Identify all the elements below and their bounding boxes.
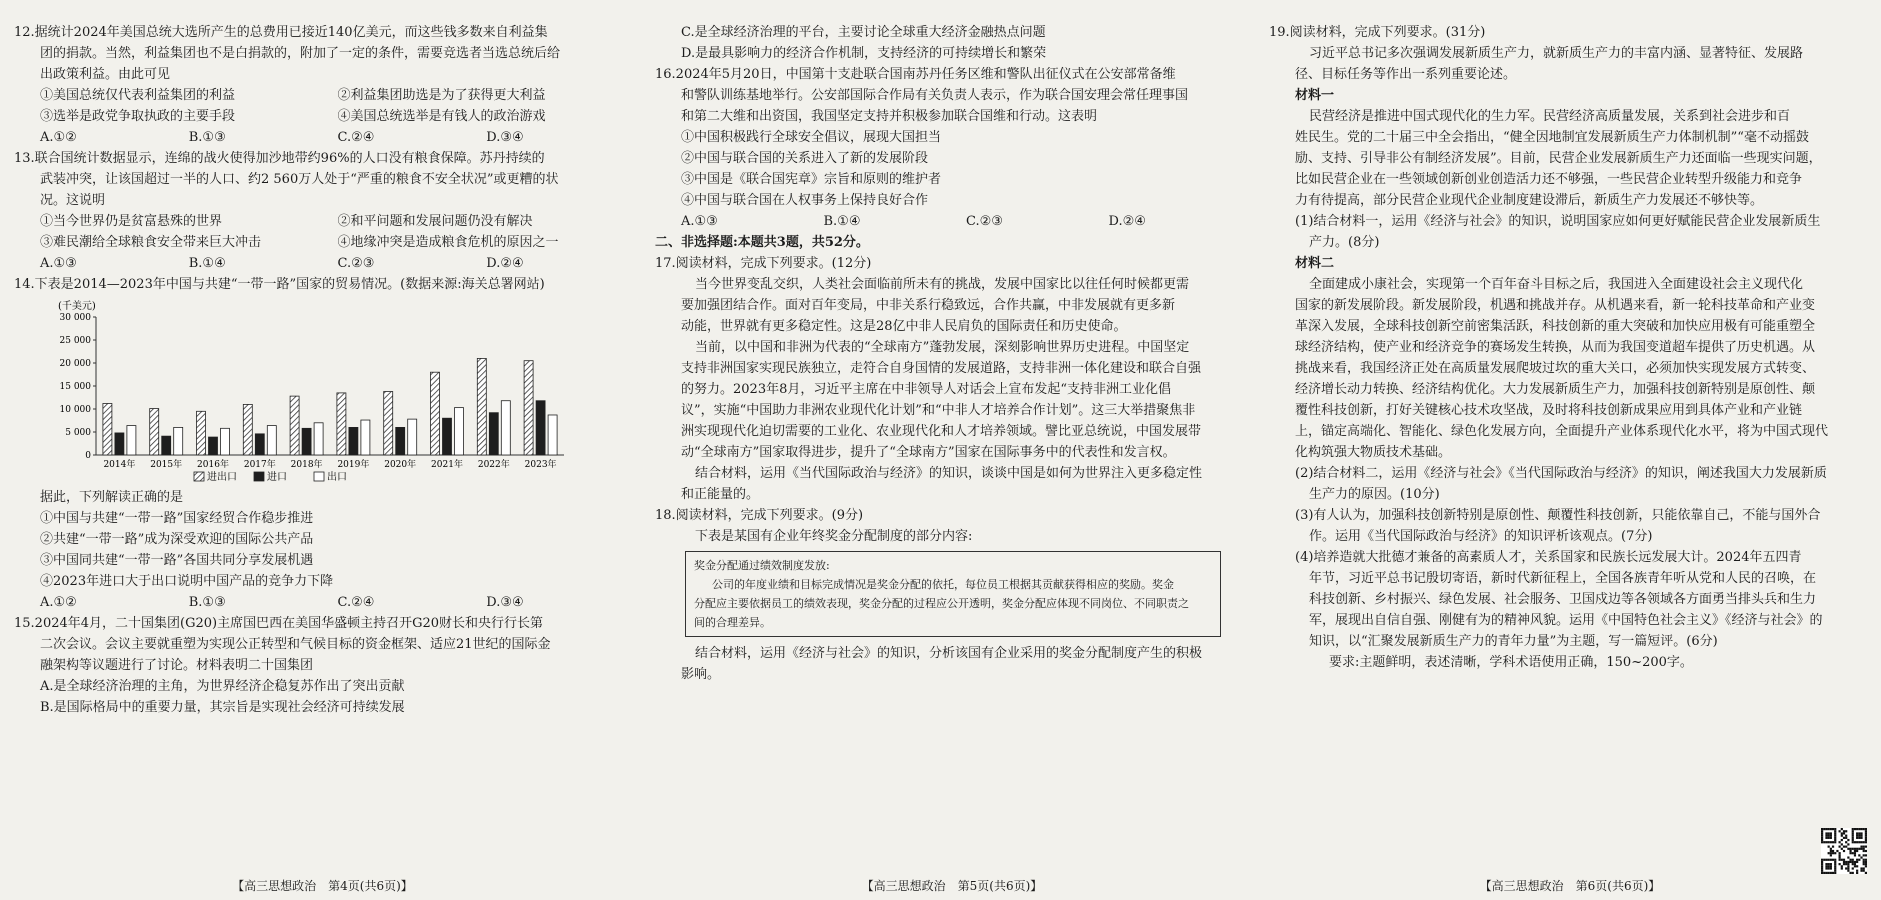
q17-para: 的努力。2023年8月，习近平主席在中非领导人对话会上宣布发起“支持非洲工业化倡 [681, 382, 1172, 397]
material-1-label: 材料一 [1295, 88, 1335, 103]
bar-进口 [536, 401, 545, 455]
sub-question-2: (2)结合材料二，运用《经济与社会》《当代国际政治与经济》的知识，阐述我国大力发展新质 [1295, 466, 1827, 481]
material-2-line: 经济增长动力转换、经济结构优化。大力发展新质生产力，加强科技创新特别是原创性、颠 [1295, 382, 1816, 397]
bar-进口 [489, 413, 498, 455]
q16-line: 16.2024年5月20日，中国第十支赴联合国南苏丹任务区维和警队出征仪式在公安部常备维 [655, 67, 1176, 82]
q14-item: ④2023年进口大于出口说明中国产品的竞争力下降 [40, 574, 334, 589]
bar-进出口 [524, 361, 533, 455]
question-17 [655, 253, 1251, 505]
box-title: 奖金分配通过绩效制度发放: [694, 559, 830, 572]
q13-item: ③难民潮给全球粮食安全带来巨大冲击 [40, 235, 262, 250]
bar-进口 [115, 433, 124, 455]
material-1-line: 力有待提高，部分民营企业现代企业制度建设滞后，新质生产力发展还不够快等。 [1295, 193, 1764, 208]
bonus-policy-box [685, 551, 1221, 637]
y-tick-label: 5 000 [65, 428, 91, 438]
sub-question-3: (3)有人认为，加强科技创新特别是原创性、颠覆性科技创新，只能依靠自己，不能与国外合 [1295, 508, 1821, 523]
question-13 [14, 148, 635, 274]
q12-item: ③选举是政党争取执政的主要手段 [40, 109, 236, 124]
q16-item: ④中国与联合国在人权事务上保持良好合作 [681, 193, 929, 208]
x-tick-label: 2021年 [431, 460, 463, 470]
bar-进出口 [243, 404, 252, 455]
q16-line: 和第二大维和出资国，我国坚定支持并积极参加联合国维和行动。这表明 [681, 109, 1098, 124]
x-tick-label: 2014年 [103, 460, 136, 470]
q15-line: 15.2024年4月，二十国集团(G20)主席国巴西在美国华盛顿主持召开G20财长和央行行长第 [14, 616, 544, 631]
q12-option-d[interactable]: D.③④ [486, 130, 524, 145]
q18-title: 18.阅读材料，完成下列要求。(9分) [655, 508, 864, 523]
material-1-line: 民营经济是推进中国式现代化的生力军。民营经济高质量发展，关系到社会进步和百 [1309, 109, 1791, 124]
sub-question-4: 科技创新、乡村振兴、绿色发展、社会服务、卫国戍边等各领域各方面勇当排头兵和生力 [1309, 592, 1817, 607]
q17-para: 洲实现现代化迫切需要的工业化、农业现代化和人才培养领域。譬比亚总统说，中国发展带 [681, 424, 1202, 439]
bar-进出口 [103, 403, 112, 455]
question-18 [655, 505, 1251, 685]
bar-进出口 [431, 372, 440, 455]
q18-requirement: 结合材料，运用《经济与社会》的知识，分析该国有企业采用的奖金分配制度产生的积极 [695, 646, 1203, 661]
q16-option-d[interactable]: D.②④ [1108, 214, 1146, 229]
q15-option-c[interactable]: C.是全球经济治理的平台，主要讨论全球重大经济金融热点问题 [681, 25, 1046, 40]
trade-bar-chart [44, 297, 584, 487]
material-2-line: 挑战来看，我国经济正处在高质量发展爬坡过坎的重大关口，必须加快实现发展方式转变、 [1295, 361, 1816, 376]
essay-requirement: 要求:主题鲜明，表述清晰，学科术语使用正确，150~200字。 [1329, 655, 1693, 670]
bar-进口 [209, 437, 218, 455]
q17-requirement: 和正能量的。 [681, 487, 760, 502]
q17-para: 当前，以中国和非洲为代表的“全球南方”蓬勃发展，深刻影响世界历史进程。中国坚定 [695, 340, 1190, 355]
legend-label: 进口 [267, 472, 287, 483]
q12-options [14, 127, 635, 148]
question-16 [655, 64, 1251, 232]
question-12 [14, 22, 635, 148]
material-1-line: 励、支持、引导非公有制经济发展”。目前，民营企业发展新质生产力还面临一些现实问题， [1295, 151, 1822, 166]
sub-question-4: 年节，习近平总书记殷切寄语，新时代新征程上，全国各族青年听从党和人民的召唤，在 [1309, 571, 1817, 586]
bar-出口 [361, 420, 370, 455]
page-footer: 【高三思想政治 第5页(共6页)】 [861, 879, 1043, 893]
q19-intro: 径、目标任务等作出一系列重要论述。 [1295, 67, 1517, 82]
sub-question-1: 产力。(8分) [1309, 235, 1380, 250]
q14-item: ①中国与共建“一带一路”国家经贸合作稳步推进 [40, 511, 314, 526]
bar-出口 [221, 428, 230, 455]
q12-option-b[interactable]: B.①③ [188, 130, 226, 145]
q13-item: ④地缘冲突是造成粮食危机的原因之一 [337, 235, 559, 250]
q12-line: 团的捐款。当然，利益集团也不是白捐款的，附加了一定的条件，需要竞选者当选总统后给 [40, 46, 561, 61]
bar-进口 [302, 428, 311, 455]
q13-option-d[interactable]: D.②④ [486, 256, 524, 271]
q12-item: ④美国总统选举是有钱人的政治游戏 [337, 109, 546, 124]
q17-para: 议”，实施“中国助力非洲农业现代化计划”和“中非人才培养合作计划”。这三大举措聚焦非 [681, 403, 1196, 418]
bar-出口 [501, 401, 510, 455]
bar-进出口 [477, 358, 486, 455]
q14-option-b[interactable]: B.①③ [188, 595, 226, 610]
q12-item: ①美国总统仅代表利益集团的利益 [40, 88, 236, 103]
legend-label: 出口 [327, 472, 347, 483]
q13-item: ①当今世界仍是贫富悬殊的世界 [40, 214, 223, 229]
bar-出口 [174, 427, 183, 455]
material-2-line: 国家的新发展阶段。新发展阶段，机遇和挑战并存。从机遇来看，新一轮科技革命和产业变 [1295, 298, 1816, 313]
bar-进口 [396, 427, 405, 455]
q14-item: ③中国同共建“一带一路”各国共同分享发展机遇 [40, 553, 314, 568]
q14-option-a[interactable]: A.①② [40, 595, 77, 610]
bar-出口 [408, 419, 417, 455]
question-15 [14, 613, 635, 718]
page-6 [1259, 0, 1881, 900]
q16-line: 和警队训练基地举行。公安部国际合作局有关负责人表示，作为联合国安理会常任理事国 [681, 88, 1189, 103]
q12-line: 出政策利益。由此可见 [40, 67, 171, 82]
bar-进口 [443, 418, 452, 455]
q13-items [14, 211, 635, 253]
q12-option-c[interactable]: C.②④ [337, 130, 375, 145]
y-tick-label: 15 000 [59, 382, 91, 392]
legend-swatch [254, 472, 264, 481]
trade-bar-chart-svg [44, 297, 584, 487]
sub-question-3: 作。运用《当代国际政治与经济》的知识评析该观点。(7分) [1309, 529, 1653, 544]
q12-item: ②利益集团助选是为了获得更大利益 [337, 88, 546, 103]
q16-option-c[interactable]: C.②③ [966, 214, 1003, 229]
sub-question-2: 生产力的原因。(10分) [1309, 487, 1440, 502]
bar-出口 [548, 415, 557, 455]
q17-para: 当今世界变乱交织，人类社会面临前所未有的挑战，发展中国家比以往任何时候都更需 [695, 277, 1190, 292]
y-tick-label: 10 000 [59, 405, 91, 415]
q17-para: 要加强团结合作。面对百年变局，中非关系行稳致远，合作共赢，中非发展就有更多新 [681, 298, 1176, 313]
q13-option-b[interactable]: B.①④ [188, 256, 226, 271]
q16-option-b[interactable]: B.①④ [823, 214, 861, 229]
material-1-line: 比如民营企业在一些领域创新创业创造活力还不够强，一些民营企业转型升级能力和竞争 [1295, 172, 1803, 187]
box-line: 间的合理差异。 [694, 616, 771, 629]
q15-option-a[interactable]: A.是全球经济治理的主角，为世界经济企稳复苏作出了突出贡献 [40, 679, 405, 694]
x-tick-label: 2018年 [290, 460, 323, 470]
page-4 [0, 0, 645, 900]
q17-title: 17.阅读材料，完成下列要求。(12分) [655, 256, 872, 271]
sub-question-4: 军，展现出自信自强、刚健有为的精神风貌。运用《中国特色社会主义》《经济与社会》的 [1309, 613, 1823, 628]
q17-requirement: 结合材料，运用《当代国际政治与经济》的知识，谈谈中国是如何为世界注入更多稳定性 [695, 466, 1203, 481]
x-tick-label: 2020年 [384, 460, 417, 470]
material-1-line: 姓民生。党的二十届三中全会指出，“健全因地制宜发展新质生产力体制机制”“毫不动摇鼓 [1295, 130, 1809, 145]
sub-question-1: (1)结合材料一，运用《经济与社会》的知识，说明国家应如何更好赋能民营企业发展新质生 [1295, 214, 1821, 229]
q17-para: 动“全球南方”国家取得进步，提升了“全球南方”国家在国际事务中的代表性和发言权。 [681, 445, 1176, 460]
question-19 [1269, 22, 1871, 673]
q16-option-a[interactable]: A.①③ [681, 214, 718, 229]
q12-line: 12.据统计2024年美国总统大选所产生的总费用已接近140亿美元，而这些钱多数来自利益集 [14, 25, 548, 40]
q13-line: 武装冲突，让该国超过一半的人口、约2 560万人处于“严重的粮食不安全状况”或更糟的状 [40, 172, 559, 187]
q19-intro: 习近平总书记多次强调发展新质生产力，就新质生产力的丰富内涵、显著特征、发展路 [1309, 46, 1804, 61]
y-tick-label: 30 000 [59, 313, 91, 323]
material-2-line: 化构筑强大物质技术基础。 [1295, 445, 1452, 460]
y-tick-label: 25 000 [59, 336, 91, 346]
x-tick-label: 2016年 [197, 460, 229, 470]
q13-item: ②和平问题和发展问题仍没有解决 [337, 214, 533, 229]
sub-question-4: (4)培养造就大批德才兼备的高素质人才，关系国家和民族长远发展大计。2024年五四青 [1295, 550, 1802, 565]
q15-line: 二次会议。会议主要就重塑为实现公正转型和气候目标的资金框架、适应21世纪的国际金 [40, 637, 551, 652]
q14-title: 14.下表是2014—2023年中国与共建“一带一路”国家的贸易情况。(数据来源:海关总署网站) [14, 277, 545, 292]
material-2-label: 材料二 [1295, 256, 1335, 271]
q18-requirement: 影响。 [681, 667, 721, 682]
q19-title: 19.阅读材料，完成下列要求。(31分) [1269, 25, 1486, 40]
bar-出口 [127, 426, 136, 455]
bar-出口 [267, 426, 276, 455]
box-line: 公司的年度业绩和目标完成情况是奖金分配的依托，每位员工根据其贡献获得相应的奖励。奖金 [712, 578, 1174, 591]
q16-item: ③中国是《联合国宪章》宗旨和原则的维护者 [681, 172, 942, 187]
bar-出口 [314, 423, 323, 455]
material-2-line: 上，锚定高端化、智能化、绿色化发展方向，全面提升产业体系现代化水平，将为中国式现代 [1295, 424, 1829, 439]
bar-出口 [455, 408, 464, 455]
q12-items [14, 85, 635, 127]
q14-options [14, 592, 635, 613]
q15-option-d[interactable]: D.是最具影响力的经济合作机制，支持经济的可持续增长和繁荣 [681, 46, 1047, 61]
section-heading: 二、非选择题:本题共3题，共52分。 [655, 235, 869, 250]
chart-unit-label: (千美元) [58, 301, 96, 312]
sub-question-4: 知识，以“汇聚发展新质生产力的青年力量”为主题，写一篇短评。(6分) [1309, 634, 1718, 649]
x-tick-label: 2015年 [150, 460, 183, 470]
x-tick-label: 2022年 [477, 460, 510, 470]
q15-option-b[interactable]: B.是国际格局中的重要力量，其宗旨是实现社会经济可持续发展 [40, 700, 405, 715]
qr-code-icon [1821, 828, 1867, 874]
q14-option-c[interactable]: C.②④ [337, 595, 375, 610]
q17-para: 动能，世界就有更多稳定性。这是28亿中非人民肩负的国际责任和历史使命。 [681, 319, 1127, 334]
bar-进口 [349, 427, 358, 455]
page-footer: 【高三思想政治 第6页(共6页)】 [1479, 879, 1661, 893]
material-2-line: 球经济结构，使产业和经济竞争的赛场发生转换，从而为我国变道超车提供了历史机遇。从 [1295, 340, 1816, 355]
material-2-line: 覆性科技创新，打好关键核心技术攻坚战，及时将科技创新成果应用到具体产业和产业链 [1295, 403, 1803, 418]
q16-item: ②中国与联合国的关系进入了新的发展阶段 [681, 151, 929, 166]
legend-swatch [314, 472, 324, 481]
y-tick-label: 20 000 [59, 359, 91, 369]
box-line: 分配应主要依据员工的绩效表现，奖金分配的过程应公开透明，奖金分配应体现不同岗位、不同职责之 [694, 597, 1189, 610]
bar-进出口 [290, 396, 299, 455]
bar-进出口 [150, 409, 159, 455]
question-14 [14, 274, 635, 613]
q13-line: 况。这说明 [40, 193, 106, 208]
q14-after: 据此，下列解读正确的是 [40, 490, 184, 505]
q13-option-c[interactable]: C.②③ [337, 256, 375, 271]
legend-label: 进出口 [207, 472, 237, 483]
q13-options [14, 253, 635, 274]
q13-line: 13.联合国统计数据显示，连绵的战火使得加沙地带约96%的人口没有粮食保障。苏丹持续的 [14, 151, 545, 166]
x-tick-label: 2017年 [243, 460, 276, 470]
bar-进出口 [384, 392, 393, 455]
page-footer: 【高三思想政治 第4页(共6页)】 [232, 879, 413, 893]
legend-swatch [194, 472, 204, 481]
y-tick-label: 0 [85, 451, 91, 461]
material-2-line: 革深入发展，全球科技创新空前密集活跃，科技创新的重大突破和加快应用极有可能重塑全 [1295, 319, 1816, 334]
q12-option-a[interactable]: A.①② [40, 130, 77, 145]
q13-option-a[interactable]: A.①③ [40, 256, 77, 271]
bar-进出口 [337, 393, 346, 455]
q15-line: 融架构等议题进行了讨论。材料表明二十国集团 [40, 658, 314, 673]
material-2-line: 全面建成小康社会，实现第一个百年奋斗目标之后，我国进入全面建设社会主义现代化 [1309, 277, 1804, 292]
q14-option-d[interactable]: D.③④ [486, 595, 524, 610]
bar-进出口 [197, 411, 206, 455]
q14-item: ②共建“一带一路”成为深受欢迎的国际公共产品 [40, 532, 314, 547]
page-5 [645, 0, 1259, 900]
q18-intro: 下表是某国有企业年终奖金分配制度的部分内容: [695, 529, 973, 544]
q16-options [655, 211, 1251, 232]
q16-item: ①中国积极践行全球安全倡议，展现大国担当 [681, 130, 942, 145]
bar-进口 [255, 434, 264, 455]
q17-para: 支持非洲国家实现民族独立，走符合自身国情的发展道路，支持非洲一体化建设和联合自强 [681, 361, 1202, 376]
x-tick-label: 2023年 [524, 460, 557, 470]
bar-进口 [162, 436, 171, 455]
x-tick-label: 2019年 [337, 460, 370, 470]
